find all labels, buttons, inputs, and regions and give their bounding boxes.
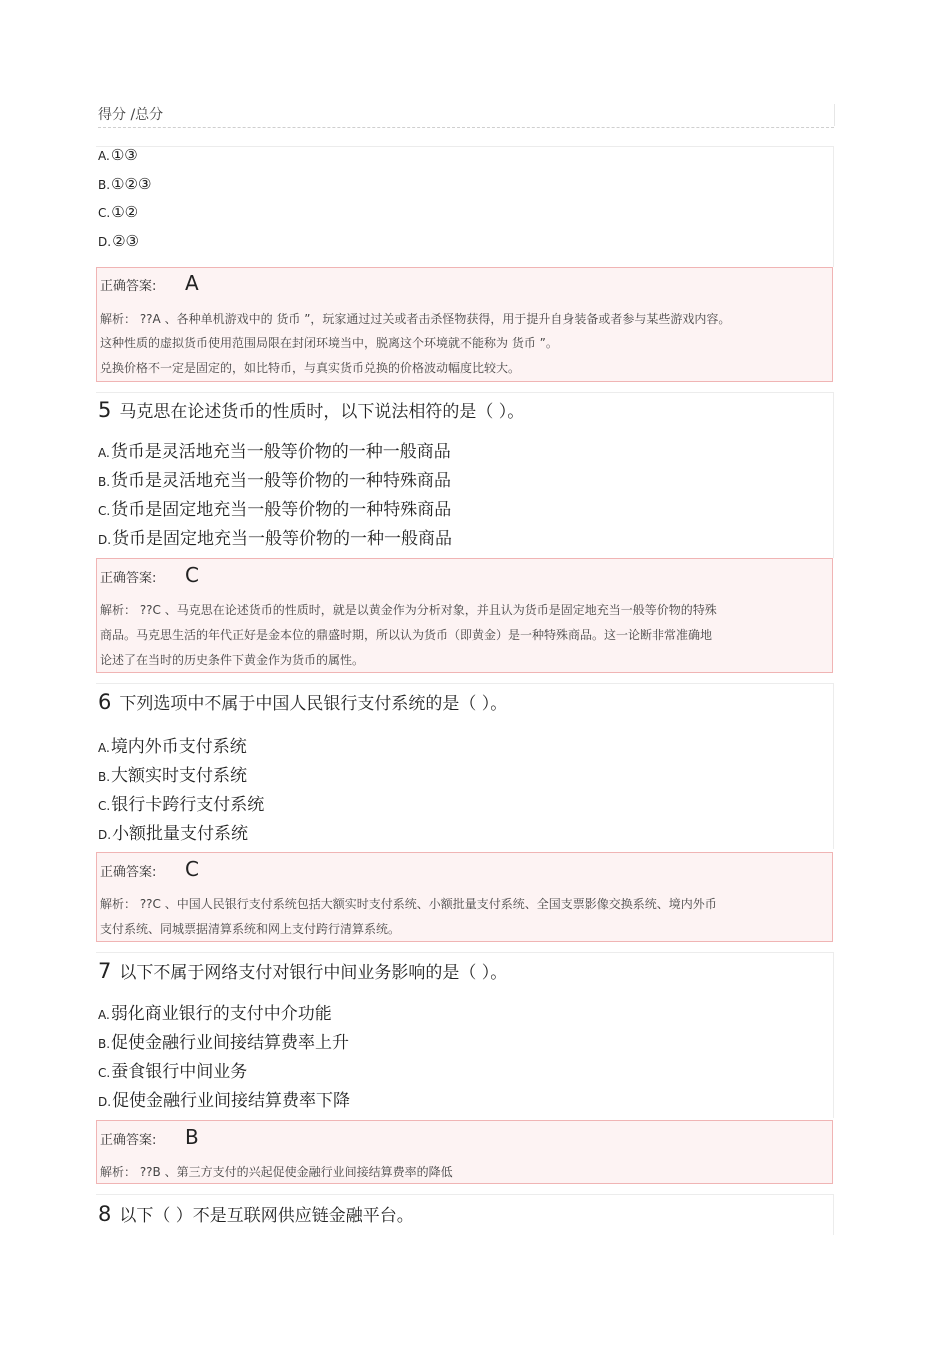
q7-title: 7 以下不属于网络支付对银行中间业务影响的是（ ）。: [98, 959, 508, 983]
q5-option-d[interactable]: D.货币是固定地充当一般等价物的一种一般商品: [98, 529, 453, 549]
q4-option-c[interactable]: C.①②: [98, 203, 139, 221]
q7-option-a[interactable]: A.弱化商业银行的支付中介功能: [98, 1004, 332, 1024]
answer-value: B: [185, 1125, 199, 1149]
q6-option-d[interactable]: D.小额批量支付系统: [98, 824, 249, 844]
q4-option-b[interactable]: B.①②③: [98, 175, 152, 193]
explanation-line: 商品。马克思生活的年代正好是金本位的鼎盛时期，所以认为货币（即黄金）是一种特殊商品。这一论断非常准确地: [100, 628, 713, 642]
q4-option-a[interactable]: A.①③: [98, 146, 138, 164]
score-label: 得分 /总分: [98, 107, 164, 123]
q6-option-b[interactable]: B.大额实时支付系统: [98, 766, 248, 786]
q4-option-d[interactable]: D.②③: [98, 232, 139, 250]
answer-label: 正确答案:: [100, 571, 157, 586]
answer-value: C: [185, 563, 199, 587]
explanation-line: 支付系统、同城票据清算系统和网上支付跨行清算系统。: [100, 922, 401, 936]
q5-title: 5 马克思在论述货币的性质时，以下说法相符的是（ ）。: [98, 398, 525, 422]
q6-option-a[interactable]: A.境内外币支付系统: [98, 737, 247, 757]
q7-option-c[interactable]: C.蚕食银行中间业务: [98, 1062, 248, 1082]
answer-value: A: [185, 271, 199, 295]
q8-title: 8 以下（ ）不是互联网供应链金融平台。: [98, 1202, 414, 1226]
q6-answer-box: [96, 852, 833, 942]
q6-title: 6 下列选项中不属于中国人民银行支付系统的是（ ）。: [98, 690, 508, 714]
explanation-line: 论述了在当时的历史条件下黄金作为货币的属性。: [100, 653, 365, 667]
q5-option-b[interactable]: B.货币是灵活地充当一般等价物的一种特殊商品: [98, 471, 452, 491]
explanation-line: 解析： ??C 、中国人民银行支付系统包括大额实时支付系统、小额批量支付系统、全国支票影像交换系统、境内外币: [100, 897, 717, 911]
q7-option-d[interactable]: D.促使金融行业间接结算费率下降: [98, 1091, 351, 1111]
explanation-line: 兑换价格不一定是固定的，如比特币，与真实货币兑换的价格波动幅度比较大。: [100, 361, 521, 375]
q5-answer-box: [96, 558, 833, 673]
explanation-line: 解析： ??A 、各种单机游戏中的 货币 ”，玩家通过过关或者击杀怪物获得，用于提升自身装备或者参与某些游戏内容。: [100, 312, 731, 326]
answer-label: 正确答案:: [100, 279, 157, 294]
q4-answer-box: [96, 267, 833, 382]
header-divider: [98, 127, 834, 128]
answer-label: 正确答案:: [100, 1133, 157, 1148]
explanation-line: 解析： ??B 、第三方支付的兴起促使金融行业间接结算费率的降低: [100, 1165, 453, 1179]
explanation-line: 解析： ??C 、马克思在论述货币的性质时，就是以黄金作为分析对象，并且认为货币是固定地充当一般等价物的特殊: [100, 603, 717, 617]
q6-option-c[interactable]: C.银行卡跨行支付系统: [98, 795, 265, 815]
q7-answer-box: [96, 1120, 833, 1184]
q5-option-c[interactable]: C.货币是固定地充当一般等价物的一种特殊商品: [98, 500, 452, 520]
score-header: [98, 104, 835, 126]
q7-option-b[interactable]: B.促使金融行业间接结算费率上升: [98, 1033, 350, 1053]
explanation-line: 这种性质的虚拟货币使用范围局限在封闭环境当中，脱离这个环境就不能称为 货币 ”。: [100, 336, 558, 350]
answer-label: 正确答案:: [100, 865, 157, 880]
q5-option-a[interactable]: A.货币是灵活地充当一般等价物的一种一般商品: [98, 442, 451, 462]
answer-value: C: [185, 857, 199, 881]
q4-options-box: [96, 146, 834, 267]
